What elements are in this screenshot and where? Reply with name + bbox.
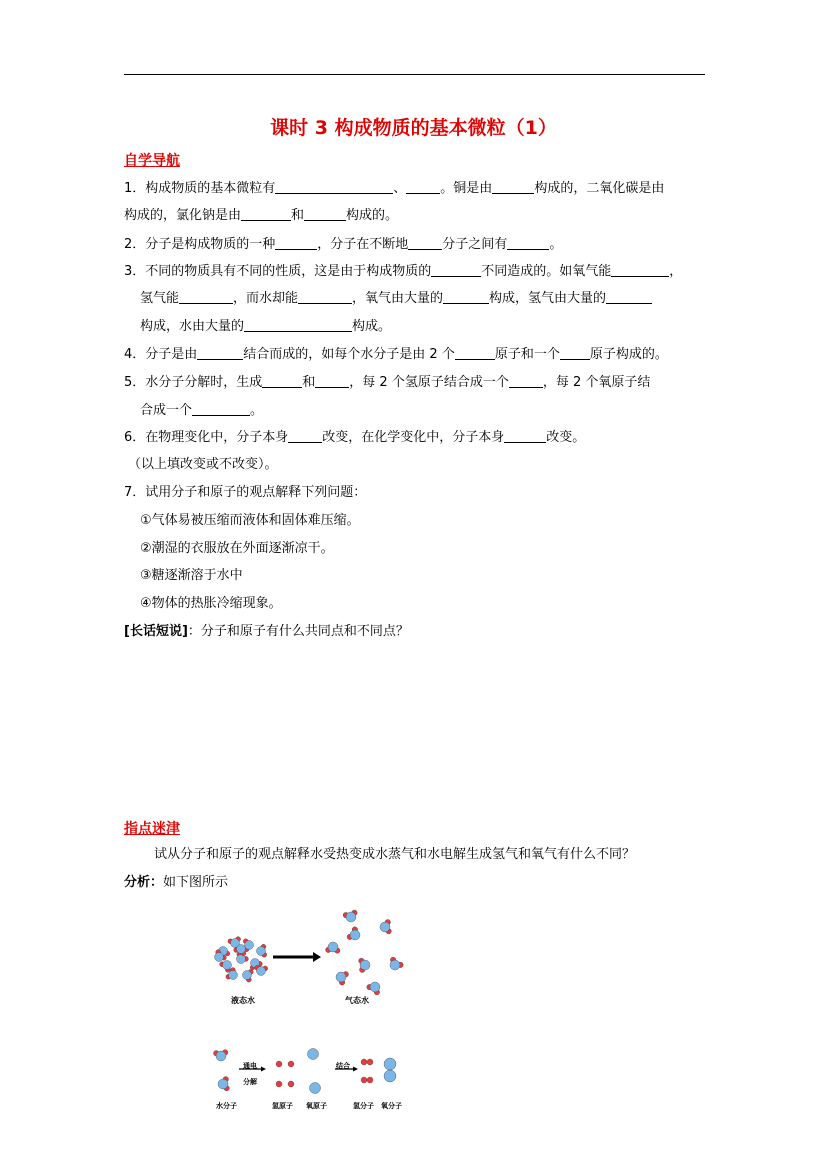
oxygen-atom xyxy=(223,961,232,970)
blank[interactable] xyxy=(443,290,489,304)
blank[interactable] xyxy=(275,236,317,250)
question-5-line-2: 合成一个 。 xyxy=(140,403,264,418)
oxygen-atom xyxy=(336,972,346,982)
blank[interactable] xyxy=(509,374,543,388)
blank[interactable] xyxy=(611,263,669,277)
blank[interactable] xyxy=(288,429,322,443)
electrolysis-molecules xyxy=(213,1049,396,1094)
arrow-head xyxy=(313,952,321,962)
oxygen-atom xyxy=(243,971,252,980)
hydrogen-atom xyxy=(361,1059,367,1065)
section-guide: 指点迷津 xyxy=(124,821,180,837)
blank[interactable] xyxy=(298,290,352,304)
oxygen-atom xyxy=(216,1051,226,1061)
blank[interactable] xyxy=(606,290,652,304)
hydrogen-atom xyxy=(288,1081,294,1087)
oxygen-atom xyxy=(310,1083,321,1094)
question-3-line-3: 构成，水由大量的 构成。 xyxy=(140,319,392,334)
electrolysis-figure xyxy=(205,1040,415,1100)
label-water-molecule: 水分子 xyxy=(216,1102,237,1110)
question-6: 6．在物理变化中，分子本身 改变，在化学变化中，分子本身 改变。 xyxy=(124,430,586,445)
oxygen-atom xyxy=(328,942,338,952)
question-5-line-1: 5．水分子分解时，生成 和 ，每 2 个氢原子结合成一个 ，每 2 个氧原子结 xyxy=(124,375,651,390)
question-2: 2．分子是构成物质的一种 ，分子在不断地 分子之间有 。 xyxy=(124,237,563,252)
label-oxygen-atom: 氧原子 xyxy=(306,1102,327,1110)
question-6-note: （以上填改变或不改变）。 xyxy=(128,457,278,472)
blank[interactable] xyxy=(507,236,549,250)
question-1-line-2: 构成的，氯化钠是由 和 构成的。 xyxy=(124,208,399,223)
hydrogen-atom xyxy=(276,1081,282,1087)
blank[interactable] xyxy=(192,402,250,416)
blank[interactable] xyxy=(275,180,393,194)
blank[interactable] xyxy=(406,180,440,194)
blank[interactable] xyxy=(408,236,442,250)
guide-question: 试从分子和原子的观点解释水受热变成水蒸气和水电解生成氢气和氧气有什么不同？ xyxy=(154,847,636,862)
oxygen-atom xyxy=(390,960,400,970)
water-state-figure xyxy=(205,905,415,1005)
blank[interactable] xyxy=(304,207,346,221)
oxygen-atom xyxy=(218,1079,228,1089)
oxygen-atom xyxy=(237,945,246,954)
oxygen-atom xyxy=(384,1058,396,1070)
blank[interactable] xyxy=(315,374,349,388)
blank[interactable] xyxy=(560,346,590,360)
oxygen-atom xyxy=(370,982,380,992)
question-3-line-1: 3．不同的物质具有不同的性质，这是由于构成物质的 不同造成的。如氧气能 ， xyxy=(124,264,683,279)
question-7-item: ④物体的热胀冷缩现象。 xyxy=(140,596,282,611)
hydrogen-atom xyxy=(276,1061,282,1067)
oxygen-atom xyxy=(380,922,390,932)
oxygen-atom xyxy=(384,1070,396,1082)
question-1-line-1: 1．构成物质的基本微粒有 、 。铜是由 构成的，二氧化碳是由 xyxy=(124,181,665,196)
page-title: 课时 3 构成物质的基本微粒（1） xyxy=(270,117,557,139)
question-7: 7．试用分子和原子的观点解释下列问题： xyxy=(124,485,367,500)
short-talk: [长话短说]：分子和原子有什么共同点和不同点？ xyxy=(124,624,409,639)
liquid-water-molecules xyxy=(215,937,268,982)
label-combine: 结合 xyxy=(336,1062,350,1070)
hydrogen-atom xyxy=(361,1077,367,1083)
blank[interactable] xyxy=(455,346,495,360)
section-self-study: 自学导航 xyxy=(124,153,180,169)
oxygen-atom xyxy=(257,967,266,976)
hydrogen-atom xyxy=(288,1061,294,1067)
blank[interactable] xyxy=(492,180,534,194)
oxygen-atom xyxy=(308,1049,319,1060)
header-rule xyxy=(124,74,705,75)
label-decompose: 分解 xyxy=(243,1078,257,1086)
label-oxygen-molecule: 氧分子 xyxy=(381,1102,402,1110)
hydrogen-atom xyxy=(367,1077,373,1083)
oxygen-atom xyxy=(215,953,224,962)
oxygen-atom xyxy=(229,971,238,980)
blank[interactable] xyxy=(244,318,352,332)
caption-gas-water: 气态水 xyxy=(345,996,369,1005)
blank[interactable] xyxy=(179,290,233,304)
label-electrify: 通电 xyxy=(243,1062,257,1070)
blank[interactable] xyxy=(431,263,481,277)
question-7-item: ②潮湿的衣服放在外面逐渐凉干。 xyxy=(140,541,334,556)
label-hydrogen-atom: 氢原子 xyxy=(272,1102,293,1110)
oxygen-atom xyxy=(257,947,266,956)
label-hydrogen-molecule: 氢分子 xyxy=(353,1102,374,1110)
oxygen-atom xyxy=(350,930,360,940)
oxygen-atom xyxy=(360,960,370,970)
oxygen-atom xyxy=(346,912,356,922)
analysis-line: 分析：如下图所示 xyxy=(124,875,229,890)
question-3-line-2: 氢气能 ，而水却能 ，氧气由大量的 构成，氢气由大量的 xyxy=(140,290,652,307)
caption-liquid-water: 液态水 xyxy=(231,996,255,1005)
blank[interactable] xyxy=(241,207,291,221)
question-7-item: ③糖逐渐溶于水中 xyxy=(140,568,243,583)
blank[interactable] xyxy=(197,346,243,360)
blank[interactable] xyxy=(262,374,302,388)
oxygen-atom xyxy=(245,941,254,950)
question-4: 4．分子是由 结合而成的，如每个水分子是由 2 个 原子和一个 原子构成的。 xyxy=(124,347,668,362)
gas-water-molecules xyxy=(326,910,404,995)
hydrogen-atom xyxy=(367,1059,373,1065)
blank[interactable] xyxy=(504,429,546,443)
question-7-item: ①气体易被压缩而液体和固体难压缩。 xyxy=(140,513,360,528)
